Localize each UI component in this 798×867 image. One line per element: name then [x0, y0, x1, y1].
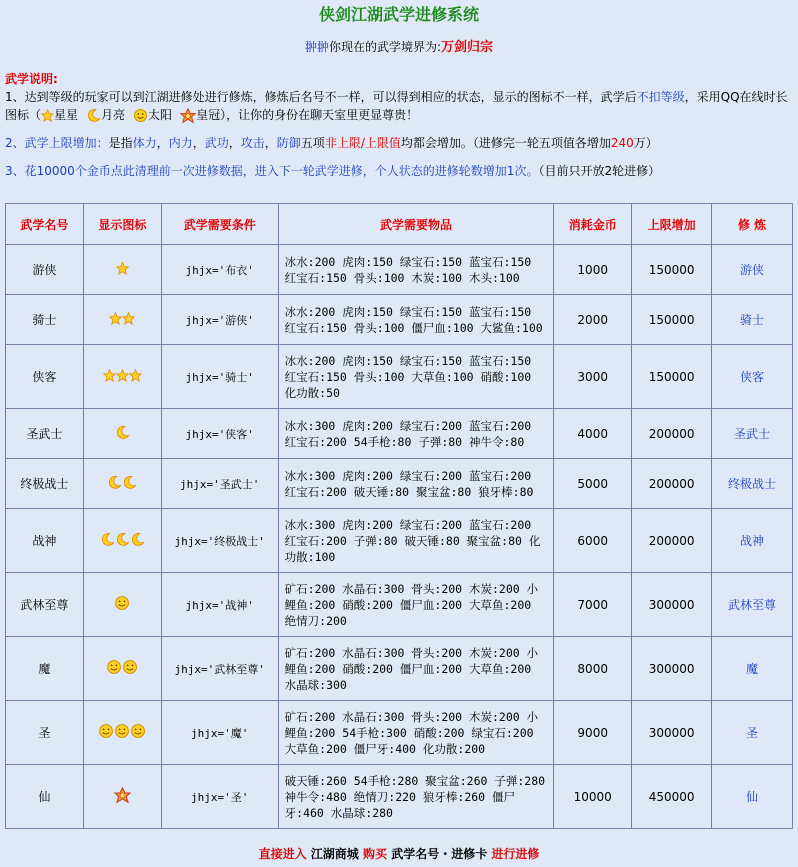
train-cell [712, 295, 793, 345]
stat-mp: 内力 [168, 136, 193, 150]
rank-items: 冰水:300 虎肉:200 绿宝石:200 蓝宝石:200 红宝石:200 54手枪:80 子弹:80 神牛令:80 [278, 409, 554, 459]
stat-hp: 体力 [132, 136, 157, 150]
rule-1-text-3: ），让你的身份在聊天室里更显尊贵！ [220, 108, 419, 122]
rank-limit: 300000 [632, 701, 712, 765]
rank-condition: jhjx='布衣' [161, 245, 278, 295]
rank-items: 冰水:200 虎肉:150 绿宝石:150 蓝宝石:150 红宝石:150 骨头:100 僵尸血:100 大鲨鱼:100 [278, 295, 554, 345]
rank-icon-cell [83, 409, 161, 459]
train-link[interactable]: 侠客 [740, 370, 765, 384]
train-cell [712, 409, 793, 459]
rank-gold: 8000 [554, 637, 632, 701]
rank-gold: 7000 [554, 573, 632, 637]
rank-condition: jhjx='圣' [161, 765, 278, 829]
table-row [6, 765, 793, 829]
sun-icon [133, 108, 148, 123]
rank-gold: 9000 [554, 701, 632, 765]
rank-limit: 200000 [632, 409, 712, 459]
realm-name: 万剑归宗 [441, 40, 494, 55]
table-row [6, 409, 793, 459]
table-row [6, 701, 793, 765]
rule-2-highlight: 非上限/上限值 [324, 136, 401, 150]
rule-2-head: 2、武学上限增加： [5, 136, 109, 150]
col-header-icon: 显示图标 [83, 204, 161, 245]
rank-name: 武林至尊 [6, 573, 84, 637]
rank-icon-cell [83, 765, 161, 829]
train-link[interactable]: 终极战士 [728, 477, 777, 491]
rule-1 [5, 88, 792, 124]
rule-1-text: 1、达到等级的玩家可以到江湖进修处进行修炼，修炼后名号不一样，可以得到相应的状态，显示的图标不一样，武学后 [5, 90, 637, 104]
sun-icon [122, 659, 138, 678]
rank-items: 矿石:200 水晶石:300 骨头:200 木炭:200 小鲤鱼:200 54手枪:300 硝酸:200 绿宝石:200 大草鱼:200 僵尸牙:400 化功散:200 [278, 701, 554, 765]
rank-name: 骑士 [6, 295, 84, 345]
rank-name: 圣武士 [6, 409, 84, 459]
rank-name: 战神 [6, 509, 84, 573]
star-icon [116, 369, 129, 385]
card-name: 武学名号・进修卡 [391, 847, 488, 861]
star-icon [103, 369, 116, 385]
star-icon [129, 369, 142, 385]
train-link[interactable]: 圣武士 [734, 427, 771, 441]
train-cell [712, 637, 793, 701]
moon-icon [100, 532, 115, 550]
stat-attack: 攻击 [240, 136, 265, 150]
table-row [6, 509, 793, 573]
rank-icon-cell [83, 459, 161, 509]
train-cell [712, 701, 793, 765]
rank-limit: 300000 [632, 573, 712, 637]
rank-limit: 300000 [632, 637, 712, 701]
sun-icon [114, 595, 130, 614]
realm-status [0, 38, 798, 56]
enter-link[interactable]: 直接进入 [258, 847, 307, 861]
rank-icon-cell [83, 345, 161, 409]
sun-icon [114, 723, 130, 742]
stat-skill: 武功 [204, 136, 229, 150]
train-link[interactable]: 骑士 [740, 313, 765, 327]
table-row [6, 637, 793, 701]
rank-gold: 2000 [554, 295, 632, 345]
table-row [6, 245, 793, 295]
train-cell [712, 509, 793, 573]
sun-label: 太阳 [148, 108, 173, 122]
moon-icon [86, 108, 101, 123]
col-header-items: 武学需要物品 [278, 204, 554, 245]
rule-2 [5, 134, 792, 152]
rank-limit: 150000 [632, 245, 712, 295]
star-icon [41, 109, 54, 122]
rank-name: 魔 [6, 637, 84, 701]
train-link[interactable]: 魔 [746, 662, 759, 676]
rank-condition: jhjx='武林至尊' [161, 637, 278, 701]
moon-icon [115, 425, 130, 443]
rank-items: 冰水:200 虎肉:150 绿宝石:150 蓝宝石:150 红宝石:150 骨头:100 木炭:100 木头:100 [278, 245, 554, 295]
sep: ， [228, 136, 241, 150]
crown-icon [114, 787, 131, 807]
rank-condition: jhjx='魔' [161, 701, 278, 765]
rule-1-highlight: 不扣等级 [636, 90, 685, 104]
rank-condition: jhjx='游侠' [161, 295, 278, 345]
rank-gold: 3000 [554, 345, 632, 409]
rank-icon-cell [83, 637, 161, 701]
rule-2-text-2: 五项 [300, 136, 325, 150]
train-link[interactable]: 圣 [746, 726, 759, 740]
train-cell [712, 345, 793, 409]
train-link[interactable]: 仙 [746, 790, 759, 804]
rank-name: 终极战士 [6, 459, 84, 509]
rule-1-text-2: ，采用QQ在线时长图标（ [5, 90, 788, 122]
rank-icon-cell [83, 295, 161, 345]
rank-icon-cell [83, 509, 161, 573]
footer-nav [0, 845, 798, 862]
rank-name: 仙 [6, 765, 84, 829]
rank-icon-cell [83, 573, 161, 637]
table-row [6, 573, 793, 637]
rank-name: 侠客 [6, 345, 84, 409]
rule-3-note: （目前只开放2轮进修） [538, 164, 661, 178]
moon-icon [115, 532, 130, 550]
rank-icon-cell [83, 701, 161, 765]
rank-gold: 5000 [554, 459, 632, 509]
star-icon [122, 312, 135, 328]
sun-icon [98, 723, 114, 742]
rank-limit: 200000 [632, 459, 712, 509]
username-link[interactable]: 翀翀 [304, 40, 329, 54]
rank-items: 矿石:200 水晶石:300 骨头:200 木炭:200 小鲤鱼:200 硝酸:200 僵尸血:200 大草鱼:200 水晶球:300 [278, 637, 554, 701]
star-label: 星星 [54, 108, 79, 122]
train-cell [712, 765, 793, 829]
rank-condition: jhjx='战神' [161, 573, 278, 637]
train-link[interactable]: 进行进修 [491, 847, 540, 861]
rank-condition: jhjx='骑士' [161, 345, 278, 409]
realm-prefix: 你现在的武学境界为: [328, 40, 442, 54]
rank-condition: jhjx='侠客' [161, 409, 278, 459]
train-cell [712, 573, 793, 637]
col-header-train: 修 炼 [712, 204, 793, 245]
crown-label: 皇冠 [196, 108, 221, 122]
train-link[interactable]: 战神 [740, 534, 765, 548]
sep: ， [156, 136, 169, 150]
crown-icon [180, 108, 196, 124]
rank-items: 冰水:200 虎肉:150 绿宝石:150 蓝宝石:150 红宝石:150 骨头:100 大草鱼:100 硝酸:100 化功散:50 [278, 345, 554, 409]
sun-icon [106, 659, 122, 678]
rank-gold: 10000 [554, 765, 632, 829]
rank-icon-cell [83, 245, 161, 295]
table-row [6, 459, 793, 509]
rules-section [0, 70, 798, 180]
rule-2-text-3: 均都会增加。（进修完一轮五项值各增加 [400, 136, 611, 150]
col-header-limit: 上限增加 [632, 204, 712, 245]
moon-icon [107, 475, 122, 493]
train-cell [712, 459, 793, 509]
rank-items: 冰水:300 虎肉:200 绿宝石:200 蓝宝石:200 红宝石:200 破天锤:80 聚宝盆:80 狼牙棒:80 [278, 459, 554, 509]
rule-2-text-4: 万） [633, 136, 658, 150]
star-icon [109, 312, 122, 328]
table-header-row [6, 204, 793, 245]
sep: ， [192, 136, 205, 150]
table-row [6, 295, 793, 345]
col-header-name: 武学名号 [6, 204, 84, 245]
moon-icon [122, 475, 137, 493]
rank-limit: 200000 [632, 509, 712, 573]
rank-items: 矿石:200 水晶石:300 骨头:200 木炭:200 小鲤鱼:200 硝酸:200 僵尸血:200 大草鱼:200 绝情刀:200 [278, 573, 554, 637]
train-link[interactable]: 游侠 [740, 263, 765, 277]
rule-3 [5, 162, 792, 180]
sun-icon [130, 723, 146, 742]
rank-name: 圣 [6, 701, 84, 765]
rank-limit: 150000 [632, 295, 712, 345]
shop-name: 江湖商城 [310, 847, 359, 861]
rank-condition: jhjx='圣武士' [161, 459, 278, 509]
page-title: 侠剑江湖武学进修系统 [318, 5, 479, 24]
buy-link[interactable]: 购买 [362, 847, 387, 861]
rank-limit: 150000 [632, 345, 712, 409]
stat-defense: 防御 [276, 136, 301, 150]
rank-gold: 6000 [554, 509, 632, 573]
rank-gold: 1000 [554, 245, 632, 295]
sep: ， [264, 136, 277, 150]
rank-condition: jhjx='终极战士' [161, 509, 278, 573]
rank-gold: 4000 [554, 409, 632, 459]
rank-name: 游侠 [6, 245, 84, 295]
star-icon [116, 262, 129, 278]
moon-label: 月亮 [101, 108, 126, 122]
train-link[interactable]: 武林至尊 [728, 598, 777, 612]
rule-2-text: 是指 [108, 136, 133, 150]
rule-2-amount: 240 [610, 136, 634, 150]
rank-items: 破天锤:260 54手枪:280 聚宝盆:260 子弹:280 神牛令:480 绝情刀:220 狼牙棒:260 僵尸牙:460 水晶球:280 [278, 765, 554, 829]
moon-icon [130, 532, 145, 550]
col-header-gold: 消耗金币 [554, 204, 632, 245]
rank-items: 冰水:300 虎肉:200 绿宝石:200 蓝宝石:200 红宝石:200 子弹:80 破天锤:80 聚宝盆:80 化功散:100 [278, 509, 554, 573]
rules-heading: 武学说明: [5, 72, 58, 86]
table-row [6, 345, 793, 409]
rank-limit: 450000 [632, 765, 712, 829]
col-header-condition: 武学需要条件 [161, 204, 278, 245]
reset-progress-link[interactable]: 3、花10000个金币点此清理前一次进修数据，进入下一轮武学进修，个人状态的进修轮数增加1次。 [5, 164, 539, 178]
train-cell [712, 245, 793, 295]
training-table [5, 203, 793, 829]
